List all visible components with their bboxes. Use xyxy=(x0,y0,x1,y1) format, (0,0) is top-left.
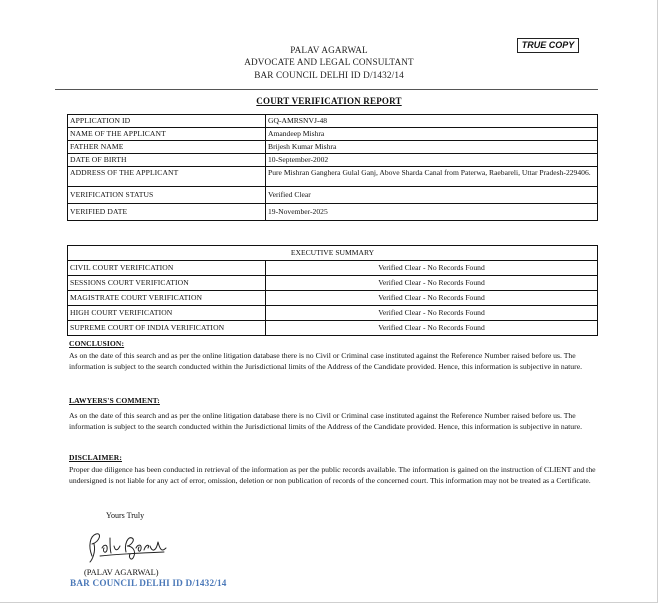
signatory-bar-id: BAR COUNCIL DELHI ID D/1432/14 xyxy=(70,578,227,588)
summary-label: MAGISTRATE COURT VERIFICATION xyxy=(68,291,266,306)
conclusion-section xyxy=(69,338,599,373)
disclaimer-text: Proper due diligence has been conducted in retrieval of the information as per the public records available. The information is gained on the instruction of CLIENT and the undersigned is not liable for any act of error, omission, deletion or non publication of records of the concerned court. This information may not be treated as a Certificate. xyxy=(69,464,596,486)
detail-value: Verified Clear xyxy=(266,187,598,204)
executive-summary-heading: EXECUTIVE SUMMARY xyxy=(68,246,598,261)
report-title xyxy=(0,96,658,106)
summary-value: Verified Clear - No Records Found xyxy=(266,306,598,321)
detail-label: VERIFICATION STATUS xyxy=(68,187,266,204)
table-row xyxy=(68,154,598,167)
table-row xyxy=(68,246,598,261)
summary-value: Verified Clear - No Records Found xyxy=(266,321,598,336)
detail-label: FATHER NAME xyxy=(68,141,266,154)
table-row xyxy=(68,261,598,276)
table-row xyxy=(68,306,598,321)
summary-label: HIGH COURT VERIFICATION xyxy=(68,306,266,321)
handwritten-signature xyxy=(80,526,168,566)
table-row xyxy=(68,115,598,128)
conclusion-heading: CONCLUSION: xyxy=(69,339,125,348)
table-row xyxy=(68,291,598,306)
header-divider xyxy=(55,89,598,90)
detail-label: ADDRESS OF THE APPLICANT xyxy=(68,167,266,187)
table-row xyxy=(68,141,598,154)
detail-value: Pure Mishran Ganghera Gulal Ganj, Above Sharda Canal from Paterwa, Raebareli, Uttar Pradesh-229406. xyxy=(266,167,598,187)
lawyers-comment-section xyxy=(69,395,599,433)
summary-label: SUPREME COURT OF INDIA VERIFICATION xyxy=(68,321,266,336)
detail-label: NAME OF THE APPLICANT xyxy=(68,128,266,141)
table-row xyxy=(68,187,598,204)
summary-label: SESSIONS COURT VERIFICATION xyxy=(68,276,266,291)
applicant-details-table xyxy=(67,114,598,221)
advocate-designation: ADVOCATE AND LEGAL CONSULTANT xyxy=(244,57,414,68)
table-row xyxy=(68,204,598,221)
detail-value: Brijesh Kumar Mishra xyxy=(266,141,598,154)
detail-label: APPLICATION ID xyxy=(68,115,266,128)
table-row xyxy=(68,167,598,187)
table-row xyxy=(68,276,598,291)
detail-label: DATE OF BIRTH xyxy=(68,154,266,167)
detail-value: 19-November-2025 xyxy=(266,204,598,221)
lawyers-comment-text: As on the date of this search and as per the online litigation database there is no Civil or Criminal case instituted against the Reference Number raised before us. The information is subject to the search conducted within the Jurisdictional limits of the Address of the Candidate provided. Hence, this information is subjective in nature. xyxy=(69,410,583,432)
closing-text: Yours Truly xyxy=(106,511,145,520)
disclaimer-section xyxy=(69,452,599,487)
table-row xyxy=(68,128,598,141)
advocate-bar-id: BAR COUNCIL DELHI ID D/1432/14 xyxy=(254,69,404,80)
summary-value: Verified Clear - No Records Found xyxy=(266,276,598,291)
conclusion-text: As on the date of this search and as per the online litigation database there is no Civil or Criminal case instituted against the Reference Number raised before us. The information is subject to the search conducted within the Jurisdictional limits of the Address of the Candidate provided. Hence, this information is subjective in nature. xyxy=(69,350,583,372)
detail-label: VERIFIED DATE xyxy=(68,204,266,221)
detail-value: Amandeep Mishra xyxy=(266,128,598,141)
disclaimer-heading: DISCLAIMER: xyxy=(69,453,122,462)
executive-summary-table xyxy=(67,245,598,336)
detail-value: GQ-AMRSNVJ-48 xyxy=(266,115,598,128)
detail-value: 10-September-2002 xyxy=(266,154,598,167)
true-copy-stamp: TRUE COPY xyxy=(517,38,579,53)
report-title-text: COURT VERIFICATION REPORT xyxy=(256,96,402,106)
signatory-name: (PALAV AGARWAL) xyxy=(84,568,159,577)
summary-value: Verified Clear - No Records Found xyxy=(266,261,598,276)
table-row xyxy=(68,321,598,336)
summary-label: CIVIL COURT VERIFICATION xyxy=(68,261,266,276)
advocate-name: PALAV AGARWAL xyxy=(290,45,368,55)
summary-value: Verified Clear - No Records Found xyxy=(266,291,598,306)
lawyers-comment-heading: LAWYERS'S COMMENT: xyxy=(69,396,160,405)
